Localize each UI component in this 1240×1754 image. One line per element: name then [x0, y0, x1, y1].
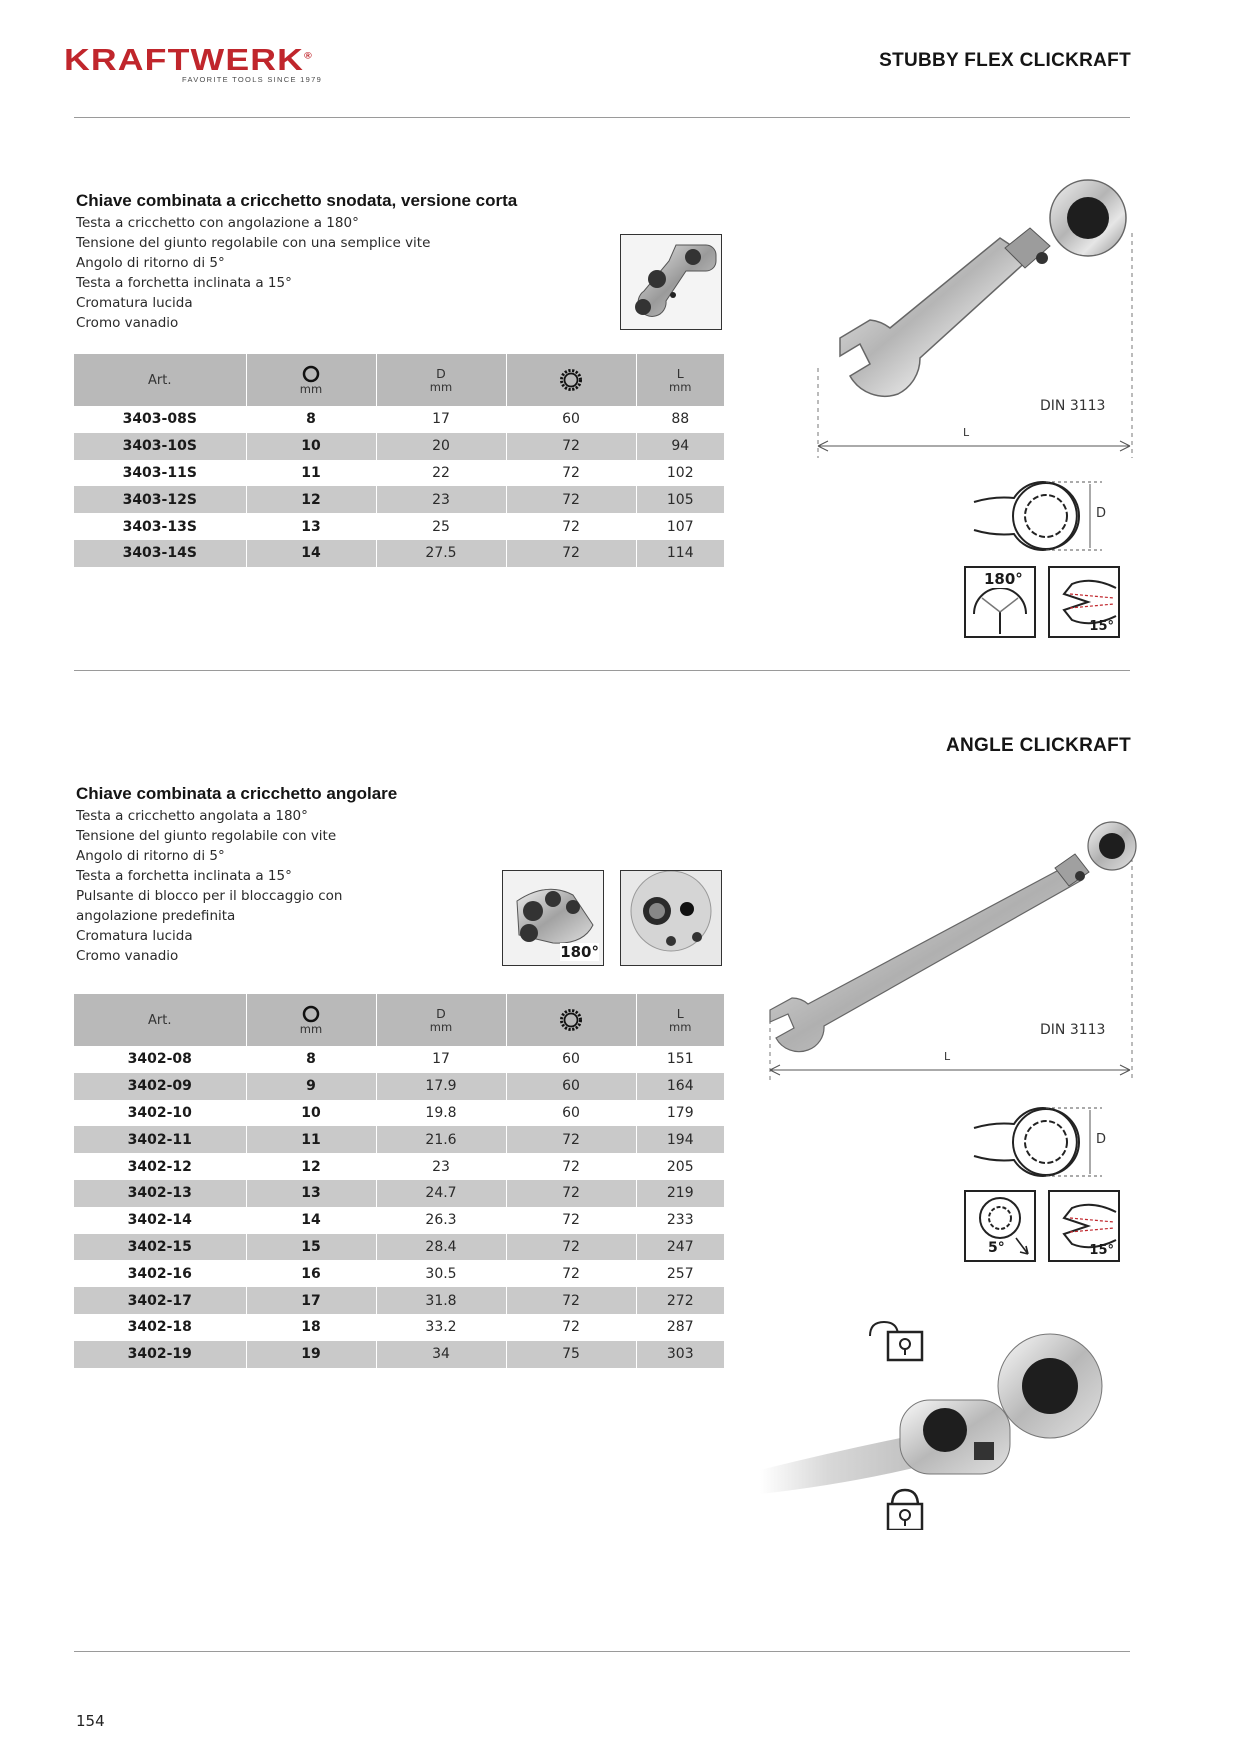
cell-d: 30.5: [376, 1260, 506, 1287]
cell-d: 20: [376, 433, 506, 460]
feature-item: Pulsante di blocco per il bloccaggio con: [76, 888, 343, 904]
cell-teeth: 60: [506, 1046, 636, 1073]
col-d-label: D: [436, 1006, 446, 1021]
product-photo-angle-1: [502, 870, 604, 966]
cell-art: 3402-12: [127, 1158, 192, 1175]
cell-art: 3402-14: [127, 1212, 192, 1229]
feature-item: Testa a cricchetto angolata a 180°: [76, 808, 308, 824]
cell-d: 21.6: [376, 1126, 506, 1153]
registered-mark: ®: [304, 50, 313, 61]
table-row: [74, 1260, 724, 1287]
cell-teeth: 72: [506, 1180, 636, 1207]
table-row: [74, 1100, 724, 1127]
cell-l: 107: [636, 513, 724, 540]
col-l-label: L: [676, 1006, 684, 1021]
cell-teeth: 72: [506, 1234, 636, 1261]
feature-item: Tensione del giunto regolabile con una semplice vite: [76, 235, 431, 251]
cell-art: 3402-11: [74, 1126, 246, 1153]
cell-teeth: 72: [506, 513, 636, 540]
cell-size: 13: [246, 513, 376, 540]
badge-label: 15°: [1089, 619, 1114, 634]
cell-l: 151: [636, 1046, 724, 1073]
gear-teeth-icon: [559, 1008, 583, 1032]
col-d-label: D: [436, 366, 446, 381]
feature-item: Cromatura lucida: [76, 928, 193, 944]
ring-icon: [302, 1005, 320, 1023]
cell-l: 105: [636, 486, 724, 513]
cell-d: 24.7: [376, 1180, 506, 1207]
cell-teeth: 72: [506, 433, 636, 460]
section-title-stubby: STUBBY FLEX CLICKRAFT: [879, 50, 1131, 71]
table-row: [74, 406, 724, 433]
cell-size: 10: [246, 433, 376, 460]
cell-art: 3403-13S: [122, 518, 197, 535]
cell-art: 3402-08: [127, 1051, 192, 1068]
feature-list-angle: [76, 806, 342, 966]
table-row: [74, 1073, 724, 1100]
feature-item: Cromo vanadio: [76, 948, 179, 964]
dimension-d-stubby: D: [1096, 506, 1107, 521]
brand-name: KRAFTWERK: [64, 42, 305, 77]
divider: [74, 117, 1130, 118]
cell-art: 3402-09: [74, 1073, 246, 1100]
cell-size: 18: [246, 1314, 376, 1341]
cell-l: 219: [636, 1180, 724, 1207]
cell-l: 233: [636, 1207, 724, 1234]
col-art: Art.: [74, 994, 246, 1046]
stubby-wrench-illustration: [810, 178, 1140, 458]
angle-15-badge-stubby: [1048, 566, 1120, 638]
feature-item: Testa a forchetta inclinata a 15°: [76, 275, 292, 291]
cell-d: 19.8: [376, 1100, 506, 1127]
col-d: [376, 994, 506, 1046]
cell-d: 27.5: [376, 540, 506, 567]
cell-teeth: 60: [506, 1100, 636, 1127]
cell-teeth: 72: [506, 1126, 636, 1153]
cell-l: 114: [636, 540, 724, 567]
ring-icon: [302, 365, 320, 383]
cell-d: 31.8: [376, 1287, 506, 1314]
badge-label: 15°: [1089, 1243, 1114, 1258]
feature-item: Cromatura lucida: [76, 295, 193, 311]
cell-l: 194: [636, 1126, 724, 1153]
col-teeth: [506, 994, 636, 1046]
cell-teeth: 72: [506, 460, 636, 487]
page-number: 154: [76, 1712, 105, 1730]
feature-item: Testa a cricchetto con angolazione a 180°: [76, 215, 359, 231]
col-size-unit: mm: [299, 1021, 323, 1036]
dimension-l-stubby: L: [963, 426, 970, 439]
cell-d: 23: [376, 486, 506, 513]
cell-size: 12: [246, 486, 376, 513]
col-art: Art.: [74, 354, 246, 406]
lock-detail-illustration: [760, 1320, 1140, 1530]
feature-item: Cromo vanadio: [76, 315, 179, 331]
product-photo-angle-2: [620, 870, 722, 966]
table-row: [74, 540, 724, 567]
brand-logo: [64, 42, 313, 78]
cell-art: 3402-16: [127, 1265, 192, 1282]
cell-teeth: 72: [506, 1207, 636, 1234]
angle-15-badge-angle: [1048, 1190, 1120, 1262]
dimension-arrow-angle: [766, 1060, 1134, 1080]
cell-teeth: 60: [506, 1073, 636, 1100]
feature-item: Testa a forchetta inclinata a 15°: [76, 868, 292, 884]
cell-d: 33.2: [376, 1314, 506, 1341]
divider: [74, 670, 1130, 671]
cell-art: 3402-17: [74, 1287, 246, 1314]
badge-label: 180°: [984, 570, 1023, 588]
din-standard-angle: DIN 3113: [1040, 1022, 1106, 1038]
col-teeth: [506, 354, 636, 406]
divider: [74, 1651, 1130, 1652]
cell-size: 13: [246, 1180, 376, 1207]
col-d-unit: mm: [429, 1020, 453, 1034]
cell-d: 25: [376, 513, 506, 540]
cell-size: 9: [246, 1073, 376, 1100]
table-row: [74, 433, 724, 460]
cell-d: 22: [376, 460, 506, 487]
cell-size: 8: [246, 1046, 376, 1073]
feature-item: angolazione predefinita: [76, 908, 236, 924]
cell-d: 17: [376, 1046, 506, 1073]
cell-size: 19: [246, 1341, 376, 1368]
cell-l: 272: [636, 1287, 724, 1314]
cell-d: 17: [376, 406, 506, 433]
table-row: [74, 1287, 724, 1314]
col-l: [636, 994, 724, 1046]
cell-size: 17: [246, 1287, 376, 1314]
cell-art: 3403-12S: [74, 486, 246, 513]
cell-size: 11: [246, 1126, 376, 1153]
dimension-l-angle: L: [944, 1050, 951, 1063]
table-row: [74, 460, 724, 487]
col-d-unit: mm: [429, 380, 453, 394]
cell-size: 14: [246, 1207, 376, 1234]
cell-teeth: 72: [506, 1153, 636, 1180]
spec-table-angle: [74, 994, 724, 1368]
ring-head-diagram-angle: [972, 1106, 1140, 1178]
cell-d: 23: [376, 1153, 506, 1180]
table-row: [74, 1153, 724, 1180]
cell-teeth: 72: [506, 1287, 636, 1314]
cell-teeth: 72: [506, 1260, 636, 1287]
cell-teeth: 72: [506, 1314, 636, 1341]
cell-art: 3402-10: [127, 1104, 192, 1121]
cell-art: 3403-14S: [74, 540, 246, 567]
col-l-label: L: [676, 366, 684, 381]
feature-item: Angolo di ritorno di 5°: [76, 848, 225, 864]
col-size: [246, 994, 376, 1046]
cell-art: 3403-11S: [122, 464, 197, 481]
cell-d: 28.4: [376, 1234, 506, 1261]
cell-l: 247: [636, 1234, 724, 1261]
ring-head-diagram-stubby: [972, 480, 1140, 552]
product-title-angle: Chiave combinata a cricchetto angolare: [76, 784, 398, 803]
cell-d: 17.9: [376, 1073, 506, 1100]
cell-l: 179: [636, 1100, 724, 1127]
cell-size: 10: [246, 1100, 376, 1127]
spec-table-stubby: [74, 354, 724, 567]
cell-l: 257: [636, 1260, 724, 1287]
cell-teeth: 60: [506, 406, 636, 433]
cell-art: 3402-19: [74, 1341, 246, 1368]
wrench-photo-icon: [621, 235, 721, 329]
angle-5-badge: [964, 1190, 1036, 1262]
cell-d: 26.3: [376, 1207, 506, 1234]
cell-l: 164: [636, 1073, 724, 1100]
din-standard-stubby: DIN 3113: [1040, 398, 1106, 414]
cell-art: 3402-15: [74, 1234, 246, 1261]
product-photo-stubby: [620, 234, 722, 330]
cell-size: 15: [246, 1234, 376, 1261]
col-l-unit: mm: [669, 1020, 692, 1034]
badge-label: 5°: [988, 1240, 1005, 1256]
cell-l: 102: [636, 460, 724, 487]
cell-size: 16: [246, 1260, 376, 1287]
cell-art: 3403-08S: [122, 411, 197, 428]
table-header-row: [74, 994, 724, 1046]
cell-l: 205: [636, 1153, 724, 1180]
table-row: [74, 1046, 724, 1073]
cell-size: 12: [246, 1153, 376, 1180]
feature-list-stubby: [76, 213, 430, 333]
feature-item: Tensione del giunto regolabile con vite: [76, 828, 337, 844]
table-row: [74, 1126, 724, 1153]
dimension-d-angle: D: [1096, 1132, 1107, 1147]
col-l-unit: mm: [669, 380, 692, 394]
lock-button-photo-icon: [621, 871, 721, 965]
table-header-row: [74, 354, 724, 406]
col-size-unit: mm: [299, 381, 323, 396]
table-row: [74, 1341, 724, 1368]
col-size: [246, 354, 376, 406]
table-row: [74, 1180, 724, 1207]
product-title-stubby: Chiave combinata a cricchetto snodata, versione corta: [76, 191, 518, 210]
cell-l: 94: [636, 433, 724, 460]
table-row: [74, 1314, 724, 1341]
dimension-arrow-stubby: [814, 436, 1134, 456]
angle-wrench-illustration: [760, 820, 1140, 1080]
feature-item: Angolo di ritorno di 5°: [76, 255, 225, 271]
cell-art: 3402-18: [127, 1319, 192, 1336]
gear-teeth-icon: [559, 368, 583, 392]
table-row: [74, 1207, 724, 1234]
table-row: [74, 1234, 724, 1261]
table-row: [74, 513, 724, 540]
cell-teeth: 72: [506, 486, 636, 513]
table-row: [74, 486, 724, 513]
cell-size: 8: [246, 406, 376, 433]
cell-size: 14: [246, 540, 376, 567]
cell-teeth: 75: [506, 1341, 636, 1368]
brand-tagline: FAVORITE TOOLS SINCE 1979: [182, 75, 323, 84]
lock-icon: [888, 1490, 922, 1530]
cell-art: 3403-10S: [74, 433, 246, 460]
col-l: [636, 354, 724, 406]
cell-size: 11: [246, 460, 376, 487]
cell-l: 287: [636, 1314, 724, 1341]
cell-l: 88: [636, 406, 724, 433]
unlock-icon: [870, 1322, 922, 1360]
cell-teeth: 72: [506, 540, 636, 567]
section-title-angle: ANGLE CLICKRAFT: [946, 735, 1131, 756]
cell-l: 303: [636, 1341, 724, 1368]
angle-180-badge: [964, 566, 1036, 638]
cell-art: 3402-13: [74, 1180, 246, 1207]
col-d: [376, 354, 506, 406]
photo-badge-180: 180°: [560, 943, 599, 961]
cell-d: 34: [376, 1341, 506, 1368]
